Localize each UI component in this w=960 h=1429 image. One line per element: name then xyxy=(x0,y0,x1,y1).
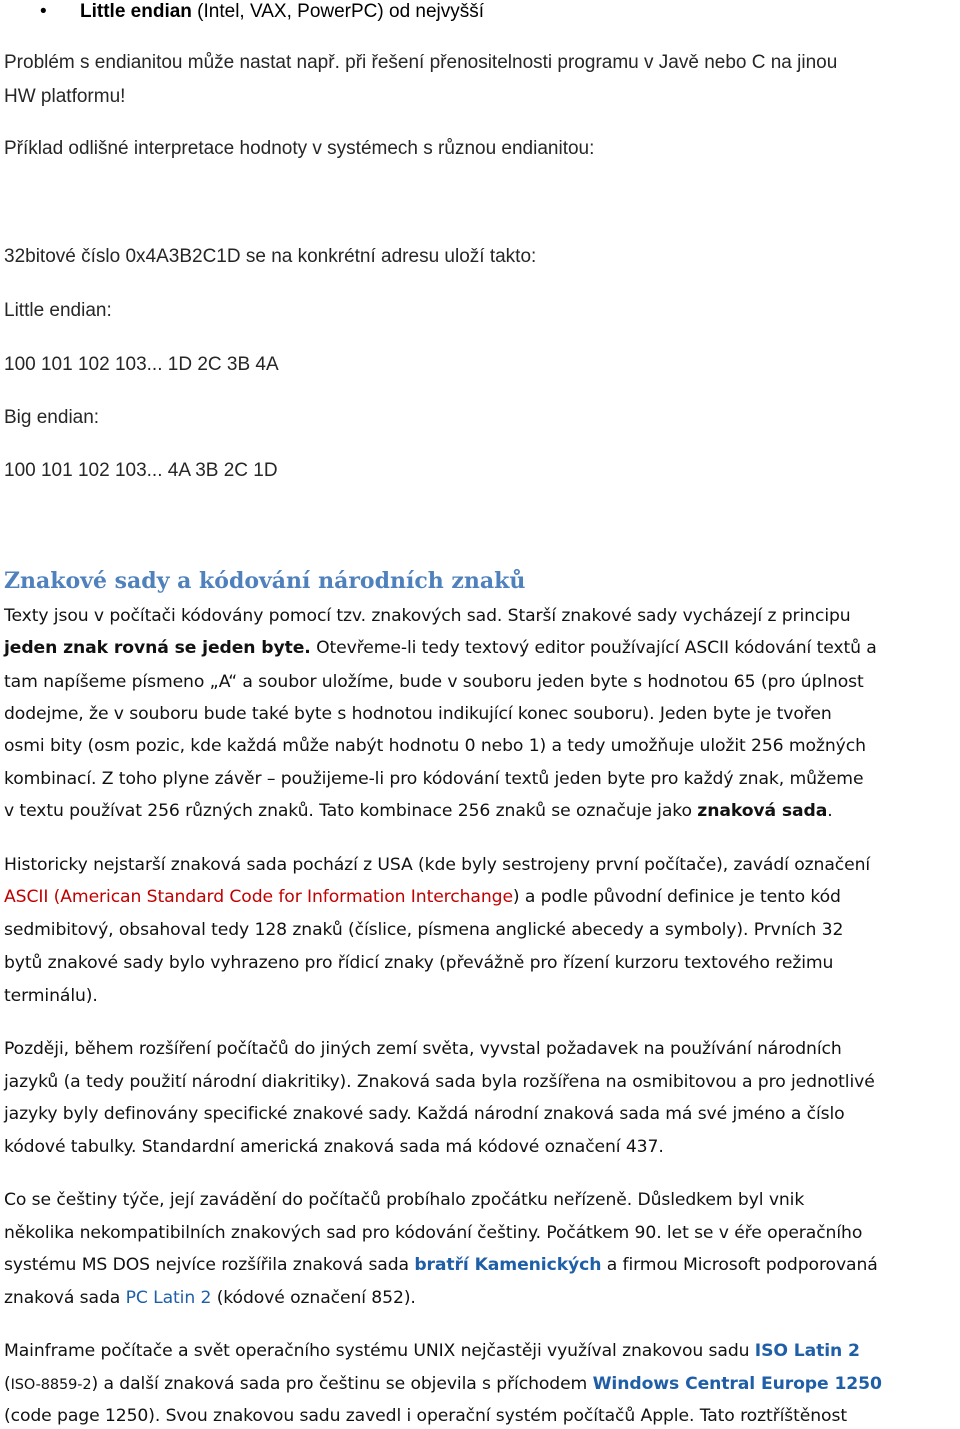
p2-line-1: Historicky nejstarší znaková sada pochází z USA (kde byly sestrojeny první počítače), zavádí označení xyxy=(4,855,871,875)
p1-line-1: Texty jsou v počítači kódovány pomocí tzv. znakových sad. Starší znakové sady vycházejí z principu xyxy=(4,606,851,626)
example-intro: Příklad odlišné interpretace hodnoty v systémech s různou endianitou: xyxy=(4,138,595,159)
p4-line-4-post: (kódové označení 852). xyxy=(211,1288,416,1308)
bullet-bold: Little endian xyxy=(80,1,192,22)
p5-paren-close: ) xyxy=(91,1374,99,1394)
p1-line-4: dodejme, že v souboru bude také byte s hodnotou indikující konec souboru). Jeden byte je tvořen xyxy=(4,704,832,724)
p4-line-4 xyxy=(4,1286,416,1310)
p1-line-2-rest: Otevřeme-li tedy textový editor používající ASCII kódování textů a xyxy=(310,638,877,658)
little-endian-label: Little endian: xyxy=(4,300,112,321)
p1-line-6: kombinací. Z toho plyne závěr – použijeme-li pro kódování textů jeden byte pro každý znak, můžeme xyxy=(4,769,864,789)
p2-line-5: terminálu). xyxy=(4,986,98,1006)
big-endian-label: Big endian: xyxy=(4,407,100,428)
bullet-text xyxy=(80,0,484,24)
p1-bold-phrase: jeden znak rovná se jeden byte. xyxy=(4,638,311,658)
p5-line-2 xyxy=(4,1372,882,1397)
p1-line-7-pre: v textu používat 256 různých znaků. Tato kombinace 256 znaků se označuje jako xyxy=(4,801,698,821)
p5-line-2-mid: a další znaková sada pro češtinu se objevila s příchodem xyxy=(98,1374,593,1394)
p3-line-2: jazyků (a tedy použití národní diakritiky). Znaková sada byla rozšířena na osmibitovou a pro jednotlivé xyxy=(4,1072,875,1092)
problem-line-1: Problém s endianitou může nastat např. při řešení přenositelnosti programu v Javě nebo C na jinou xyxy=(4,52,838,73)
p4-line-3-post: a firmou Microsoft podporovaná xyxy=(601,1255,878,1275)
number-intro: 32bitové číslo 0x4A3B2C1D se na konkrétní adresu uloží takto: xyxy=(4,246,537,267)
link-pc-latin-2[interactable]: PC Latin 2 xyxy=(125,1288,212,1308)
link-bratri-kamenickych[interactable]: bratří Kamenických xyxy=(414,1255,602,1275)
p2-line-4: bytů znakové sady bylo vyhrazeno pro řídicí znaky (převážně pro řízení kurzoru textového režimu xyxy=(4,953,834,973)
p4-line-4-pre: znaková sada xyxy=(4,1288,126,1308)
p2-line-2-rest: ) a podle původní definice je tento kód xyxy=(512,887,841,907)
problem-line-2: HW platformu! xyxy=(4,86,126,107)
p3-line-4: kódové tabulky. Standardní americká znaková sada má kódové označení 437. xyxy=(4,1137,664,1157)
p4-line-1: Co se češtiny týče, její zavádění do počítačů probíhalo zpočátku neřízeně. Důsledkem byl vnik xyxy=(4,1190,805,1210)
p1-line-7-post: . xyxy=(827,801,833,821)
p4-line-3 xyxy=(4,1253,878,1277)
link-iso-latin-2[interactable]: ISO Latin 2 xyxy=(754,1341,860,1361)
ascii-term: ASCII (American Standard Code for Information Interchange xyxy=(4,887,513,907)
p2-line-2 xyxy=(4,885,841,909)
little-endian-values: 100 101 102 103... 1D 2C 3B 4A xyxy=(4,354,279,375)
p4-line-2: několika nekompatibilních znakových sad pro kódování češtiny. Počátkem 90. let se v éře operačního xyxy=(4,1223,863,1243)
p1-line-5: osmi bity (osm pozic, kde každá může nabýt hodnotu 0 nebo 1) a tedy umožňuje uložit 256 možných xyxy=(4,736,866,756)
p3-line-3: jazyky byly definovány specifické znakové sady. Každá národní znaková sada má své jméno a číslo xyxy=(4,1104,845,1124)
p3-line-1: Později, během rozšíření počítačů do jiných zemí světa, vyvstal požadavek na používání národních xyxy=(4,1039,842,1059)
link-windows-central-europe-1250[interactable]: Windows Central Europe 1250 xyxy=(592,1374,882,1394)
p1-line-7 xyxy=(4,799,833,823)
bullet-dot: • xyxy=(40,1,47,22)
bullet-rest: (Intel, VAX, PowerPC) od nejvyšší xyxy=(191,1,485,22)
big-endian-values: 100 101 102 103... 4A 3B 2C 1D xyxy=(4,460,278,481)
section-heading: Znakové sady a kódování národních znaků xyxy=(4,568,526,594)
p5-line-1 xyxy=(4,1339,860,1363)
p5-line-1-pre: Mainframe počítače a svět operačního systému UNIX nejčastěji využíval znakovou sadu xyxy=(4,1341,755,1361)
p5-line-3: (code page 1250). Svou znakovou sadu zavedl i operační systém počítačů Apple. Tato roztříštěnost xyxy=(4,1406,847,1426)
p5-paren-open: ( xyxy=(4,1374,11,1394)
p2-line-3: sedmibitový, obsahoval tedy 128 znaků (číslice, písmena anglické abecedy a symboly). Prvních 32 xyxy=(4,920,844,940)
p1-line-2 xyxy=(4,636,877,660)
iso-8859-2-code: ISO-8859-2 xyxy=(10,1377,92,1393)
p1-term-znakova-sada: znaková sada xyxy=(697,801,828,821)
p1-line-3: tam napíšeme písmeno „A“ a soubor uložíme, bude v souboru jeden byte s hodnotou 65 (pro úplnost xyxy=(4,672,864,692)
p4-line-3-pre: systému MS DOS nejvíce rozšířila znaková sada xyxy=(4,1255,415,1275)
